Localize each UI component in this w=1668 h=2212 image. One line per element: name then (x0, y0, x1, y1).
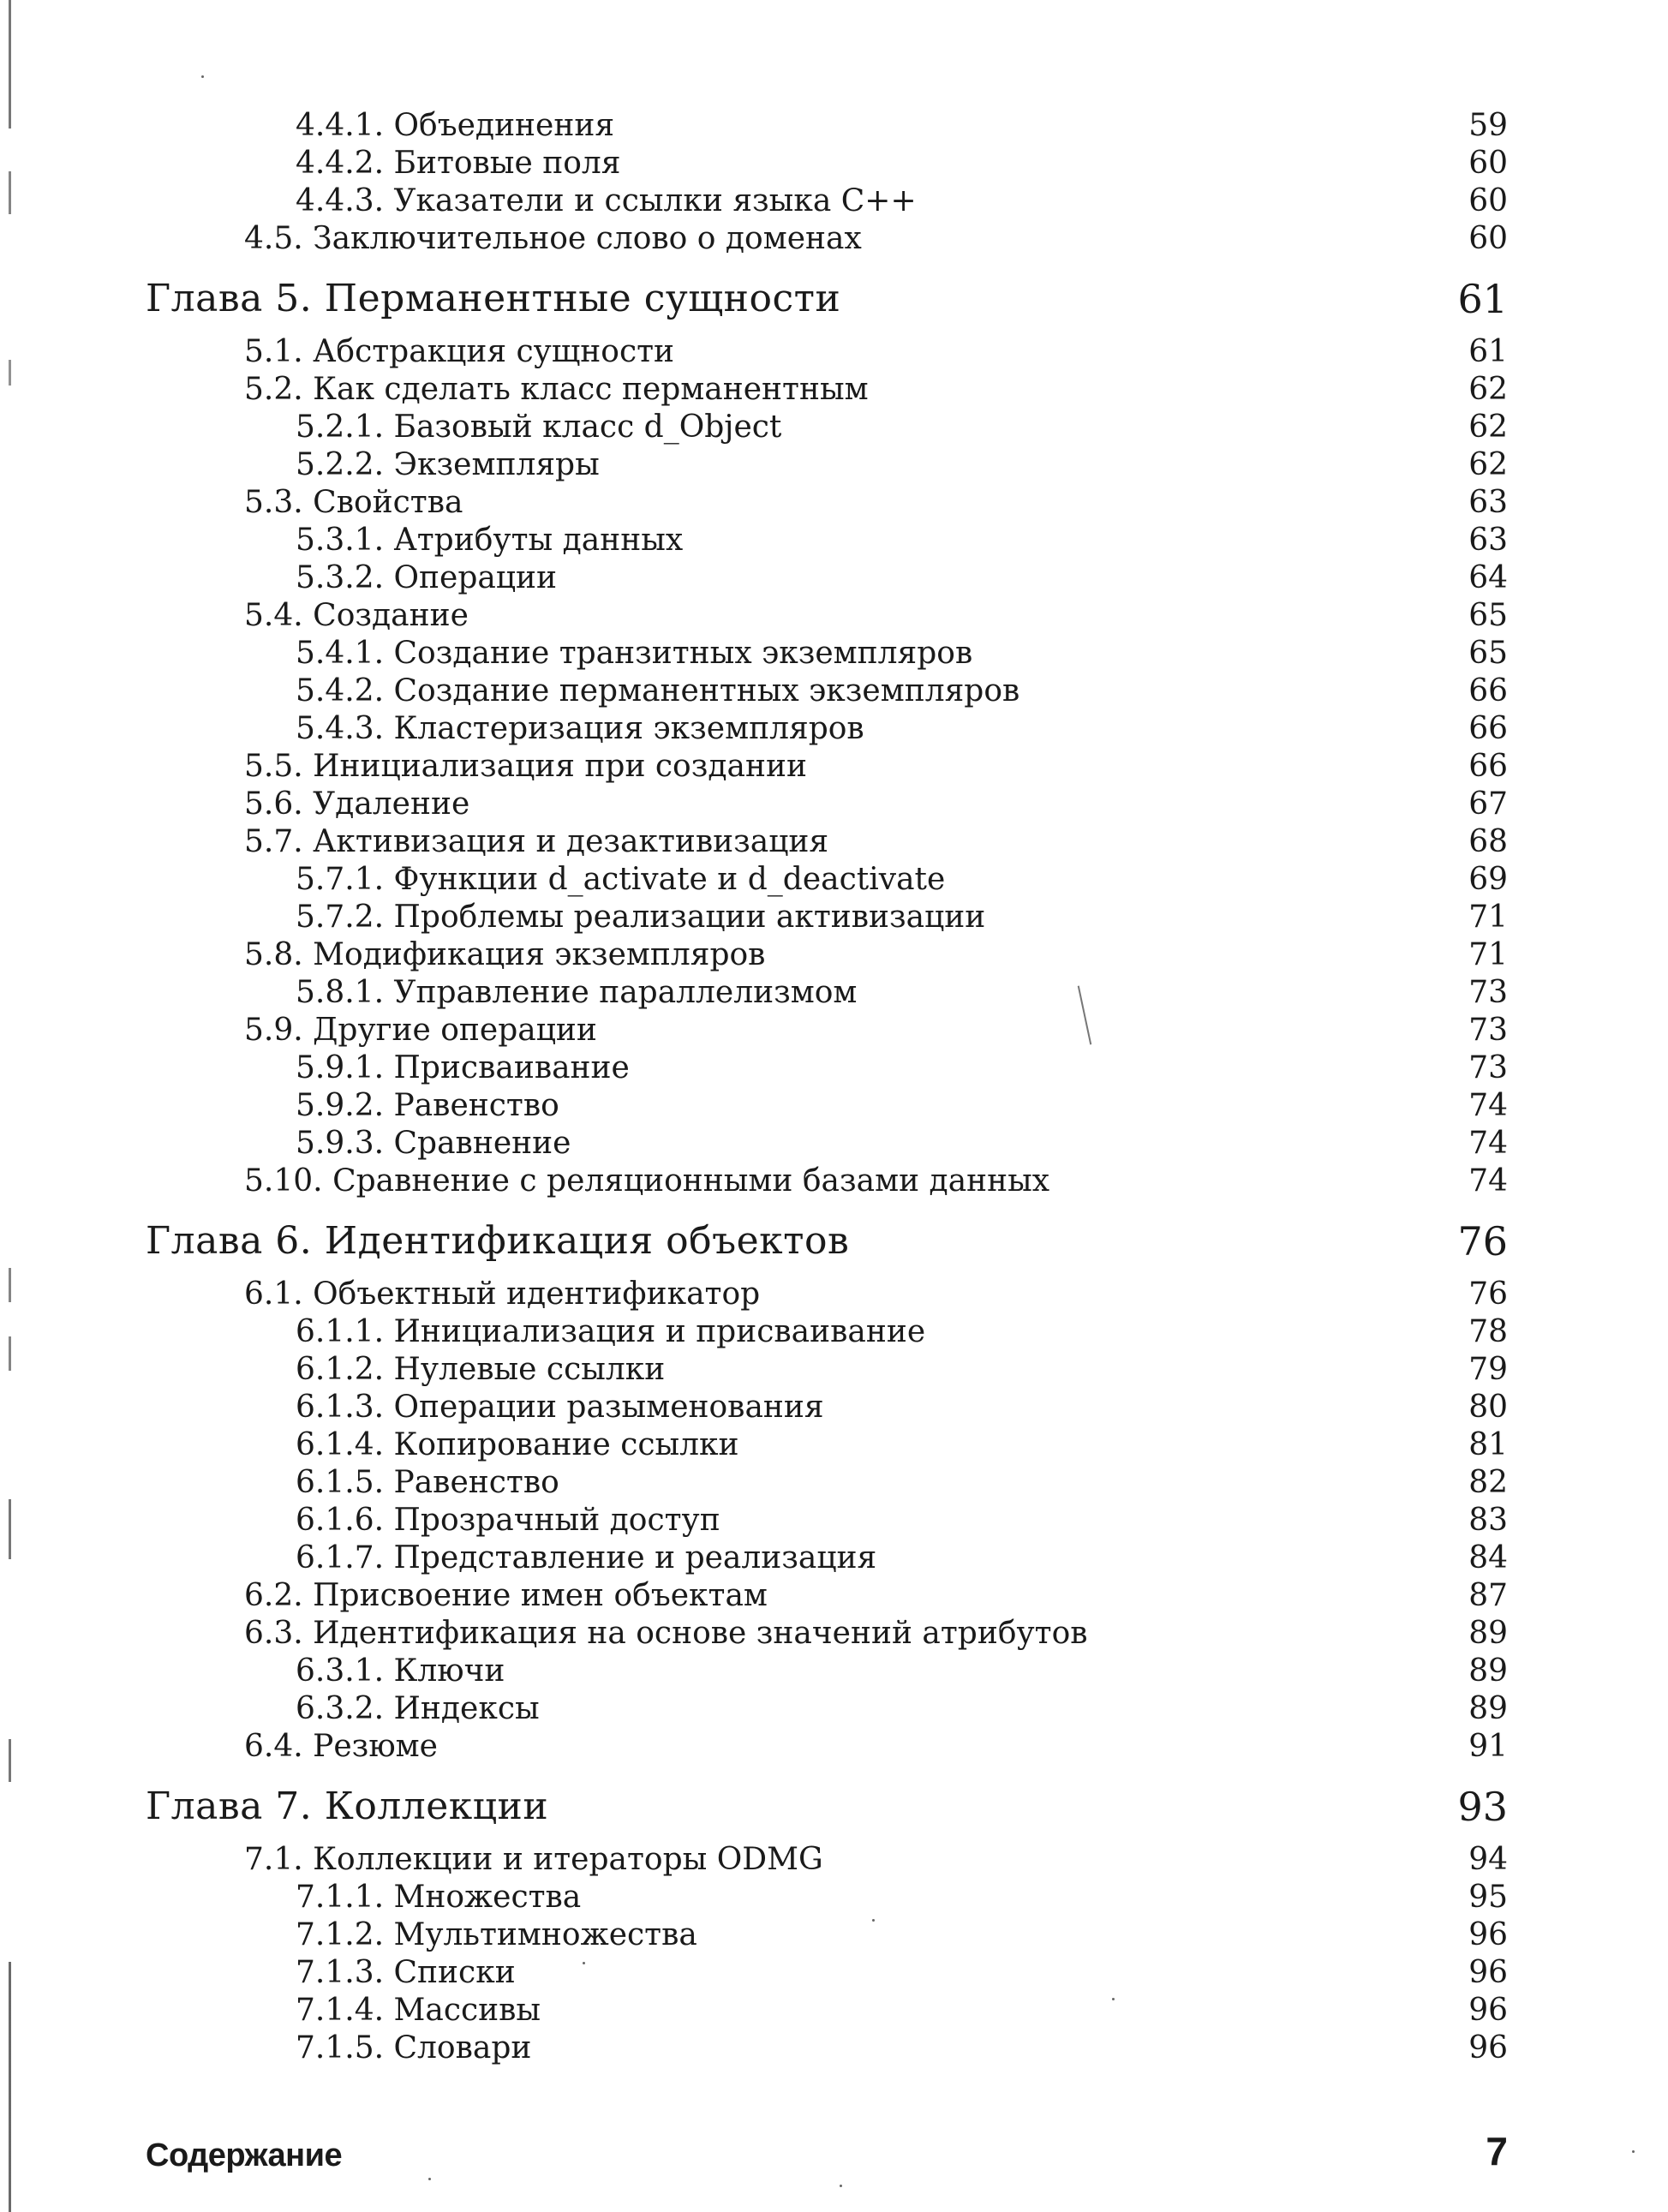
toc-entry: 5.5. Инициализация при создании 66 (244, 749, 1508, 784)
chapter-page-number: 61 (1457, 276, 1508, 322)
toc-page-number: 62 (1468, 372, 1508, 407)
toc-entry: 4.4.1. Объединения 59 (296, 108, 1508, 143)
toc-entry: 4.4.2. Битовые поля 60 (296, 146, 1508, 181)
toc-entry: 7.1.2. Мультимножества 96 (296, 1917, 1508, 1952)
toc-page-number: 73 (1468, 1013, 1508, 1048)
chapter-heading: Глава 5. Перманентные сущности 61 (146, 265, 1508, 333)
toc-page-number: 73 (1468, 1050, 1508, 1085)
toc-page-number: 74 (1468, 1088, 1508, 1123)
scan-speck (840, 2185, 842, 2187)
toc-entry: 5.1. Абстракция сущности 61 (244, 334, 1508, 369)
toc-entry: 5.9.2. Равенство 74 (296, 1088, 1508, 1123)
toc-entry: 6.1.1. Инициализация и присваивание 78 (296, 1314, 1508, 1349)
page-footer (146, 2123, 1508, 2174)
toc-entry: 5.7.1. Функции d_activate и d_deactivate 69 (296, 862, 1508, 897)
toc-page-number: 59 (1468, 108, 1508, 143)
chapter-6-entries (146, 1276, 1508, 1766)
toc-page-number: 71 (1468, 900, 1508, 935)
toc-entry: 5.9. Другие операции 73 (244, 1013, 1508, 1048)
chapter-page-number: 76 (1457, 1218, 1508, 1264)
chapter-page-number: 93 (1457, 1784, 1508, 1830)
toc-entry: 6.2. Присвоение имен объектам 87 (244, 1578, 1508, 1613)
toc-page-number: 96 (1468, 2030, 1508, 2066)
toc-page-number: 65 (1468, 636, 1508, 671)
toc-entry: 6.1.7. Представление и реализация 84 (296, 1540, 1508, 1575)
toc-page-number: 65 (1468, 598, 1508, 633)
scan-speck (1632, 2150, 1635, 2153)
toc-page-number: 87 (1468, 1578, 1508, 1613)
toc-page-number: 66 (1468, 711, 1508, 746)
toc-page-number: 83 (1468, 1503, 1508, 1538)
chapter-heading: Глава 6. Идентификация объектов 76 (146, 1207, 1508, 1276)
toc-entry: 5.4.2. Создание перманентных экземпляров 66 (296, 673, 1508, 708)
toc-entry: 6.3.1. Ключи 89 (296, 1653, 1508, 1689)
toc-page-number: 62 (1468, 447, 1508, 482)
toc-entry: 6.1.2. Нулевые ссылки 79 (296, 1352, 1508, 1387)
chapter-7-entries (146, 1841, 1508, 2067)
toc-entry: 7.1. Коллекции и итераторы ODMG 94 (244, 1842, 1508, 1877)
toc-page-number: 94 (1468, 1842, 1508, 1877)
toc-entry: 6.1.4. Копирование ссылки 81 (296, 1427, 1508, 1462)
page-number: 7 (1486, 2129, 1508, 2173)
toc-page-number: 62 (1468, 410, 1508, 445)
toc-page-number: 67 (1468, 786, 1508, 822)
toc-page-number: 89 (1468, 1653, 1508, 1689)
toc-entry: 6.4. Резюме 91 (244, 1729, 1508, 1764)
toc-entry: 7.1.5. Словари 96 (296, 2030, 1508, 2066)
scan-speck (201, 75, 204, 78)
toc-page-number: 71 (1468, 937, 1508, 972)
toc-entry: 5.4.1. Создание транзитных экземпляров 65 (296, 636, 1508, 671)
toc-page-number: 76 (1468, 1276, 1508, 1312)
toc-entry: 5.3.2. Операции 64 (296, 560, 1508, 595)
toc-page-number: 60 (1468, 146, 1508, 181)
toc-entry: 5.6. Удаление 67 (244, 786, 1508, 822)
toc-page-number: 68 (1468, 824, 1508, 859)
toc-page-number: 96 (1468, 1955, 1508, 1990)
toc-page-number: 91 (1468, 1729, 1508, 1764)
toc-page-number: 73 (1468, 975, 1508, 1010)
toc-page-number: 63 (1468, 523, 1508, 558)
toc-page-number: 69 (1468, 862, 1508, 897)
toc-page-number: 96 (1468, 1993, 1508, 2028)
toc-page-number: 74 (1468, 1163, 1508, 1199)
scan-edge (9, 0, 11, 2212)
toc-page-number: 82 (1468, 1465, 1508, 1500)
toc-page-number: 81 (1468, 1427, 1508, 1462)
toc-page-number: 66 (1468, 749, 1508, 784)
toc-entry: 6.1.6. Прозрачный доступ 83 (296, 1503, 1508, 1538)
toc-entry: 5.2. Как сделать класс перманентным 62 (244, 372, 1508, 407)
toc-entry: 5.3. Свойства 63 (244, 485, 1508, 520)
toc-entry: 5.8.1. Управление параллелизмом 73 (296, 975, 1508, 1010)
toc-entry: 6.1. Объектный идентификатор 76 (244, 1276, 1508, 1312)
toc-entry: 5.10. Сравнение с реляционными базами данных 74 (244, 1163, 1508, 1199)
toc-page-number: 64 (1468, 560, 1508, 595)
toc-entry: 6.3. Идентификация на основе значений атрибутов 89 (244, 1616, 1508, 1651)
toc-entry: 5.4. Создание 65 (244, 598, 1508, 633)
toc-entry: 5.8. Модификация экземпляров 71 (244, 937, 1508, 972)
toc-entry: 5.7. Активизация и дезактивизация 68 (244, 824, 1508, 859)
toc-entry: 7.1.3. Списки 96 (296, 1955, 1508, 1990)
toc-entry: 5.9.1. Присваивание 73 (296, 1050, 1508, 1085)
toc-entry: 6.3.2. Индексы 89 (296, 1691, 1508, 1726)
toc-page-number: 96 (1468, 1917, 1508, 1952)
toc-entry: 5.2.1. Базовый класс d_Object 62 (296, 410, 1508, 445)
toc-entry: 5.7.2. Проблемы реализации активизации 71 (296, 900, 1508, 935)
toc-page-number: 80 (1468, 1390, 1508, 1425)
chapter-5-entries (146, 333, 1508, 1200)
scan-speck (428, 2178, 431, 2180)
toc-page-number: 66 (1468, 673, 1508, 708)
toc-entry: 4.5. Заключительное слово о доменах 60 (244, 221, 1508, 256)
toc-page-number: 89 (1468, 1691, 1508, 1726)
toc-page-number: 78 (1468, 1314, 1508, 1349)
toc-entry: 5.4.3. Кластеризация экземпляров 66 (296, 711, 1508, 746)
toc-page-number: 74 (1468, 1126, 1508, 1161)
table-of-contents (146, 107, 1508, 2067)
running-footer-title: Содержание (146, 2137, 343, 2173)
toc-page-number: 84 (1468, 1540, 1508, 1575)
toc-entry: 4.4.3. Указатели и ссылки языка С++ 60 (296, 183, 1508, 218)
toc-entry: 5.3.1. Атрибуты данных 63 (296, 523, 1508, 558)
toc-entry: 5.2.2. Экземпляры 62 (296, 447, 1508, 482)
toc-page-number: 79 (1468, 1352, 1508, 1387)
toc-page-number: 63 (1468, 485, 1508, 520)
toc-entry: 7.1.4. Массивы 96 (296, 1993, 1508, 2028)
toc-entry: 6.1.5. Равенство 82 (296, 1465, 1508, 1500)
toc-page-number: 89 (1468, 1616, 1508, 1651)
toc-page-number: 95 (1468, 1880, 1508, 1915)
toc-page-number: 60 (1468, 183, 1508, 218)
chapter-heading: Глава 7. Коллекции 93 (146, 1773, 1508, 1841)
toc-page-number: 61 (1468, 334, 1508, 369)
toc-entry: 7.1.1. Множества 95 (296, 1880, 1508, 1915)
toc-entry: 5.9.3. Сравнение 74 (296, 1126, 1508, 1161)
toc-entry: 6.1.3. Операции разыменования 80 (296, 1390, 1508, 1425)
toc-page-number: 60 (1468, 221, 1508, 256)
